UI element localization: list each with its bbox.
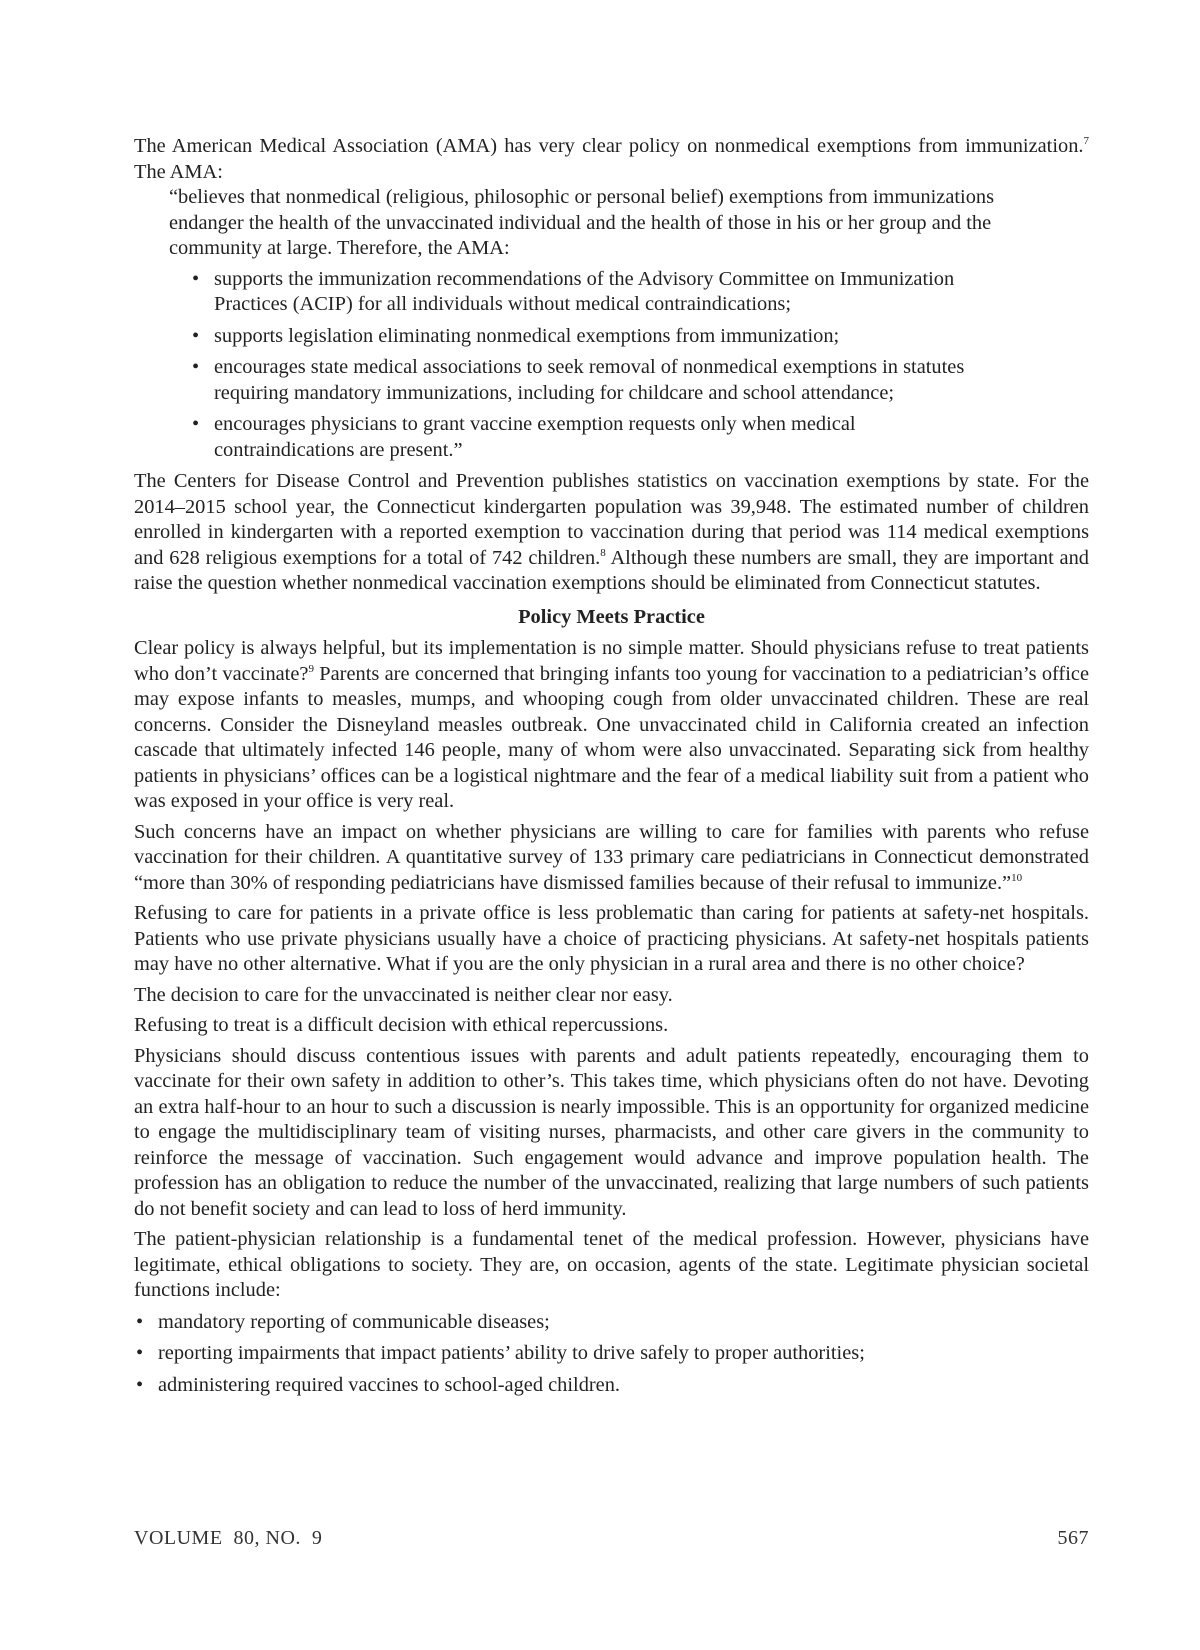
page-number: 567 bbox=[1057, 1527, 1089, 1549]
bullet-icon: • bbox=[136, 1342, 144, 1364]
bullet-icon: • bbox=[136, 1310, 144, 1333]
bullet-icon: • bbox=[192, 324, 200, 347]
list-item: • reporting impairments that impact patients’ ability to drive safely to proper authorities; bbox=[158, 1341, 1089, 1367]
footnote-ref[interactable]: 9 bbox=[308, 662, 314, 675]
paragraph: Clear policy is always helpful, but its implementation is no simple matter. Should physicians refuse to treat patients who don’t vaccinate?$^9$ Parents are concerned that bringing infants too young for vaccination to a pediatrician’s office may expose infants to measles, mumps, and whooping cough from older unvaccinated children. These are real concerns. Consider the Disneyland measles outbreak. One unvaccinated child in California created an infection cascade that ultimately infected 146 people, many of whom were also unvaccinated. Separating sick from healthy patients in physicians’ offices can be a logistical nightmare and the fear of a medical liability suit from a patient who was exposed in your office is very real. bbox=[134, 637, 1089, 812]
paragraph: Physicians should discuss contentious issues with parents and adult patients repeatedly, encouraging them to vaccinate for their own safety in addition to other’s. This takes time, which physicians often do not have. Devoting an extra half-hour to an hour to such a discussion is nearly impossible. This is an opportunity for organized medicine to engage the multidisciplinary team of visiting nurses, pharmacists, and other care givers in the community to reinforce the message of vaccination. Such engagement would advance and improve population health. The profession has an obligation to reduce the number of the unvaccinated, realizing that large numbers of such patients do not benefit society and can lead to loss of herd immunity. bbox=[134, 1044, 1089, 1220]
article-body bbox=[134, 134, 1089, 1404]
list-item: • supports legislation eliminating nonmedical exemptions from immunization; bbox=[214, 324, 999, 350]
list-item: • mandatory reporting of communicable diseases; bbox=[158, 1310, 1089, 1336]
page-footer bbox=[134, 1527, 1089, 1550]
volume-label: VOLUME 80, NO. 9 bbox=[134, 1527, 323, 1549]
footnote-ref[interactable]: 7 bbox=[1083, 135, 1089, 147]
paragraph: The patient-physician relationship is a fundamental tenet of the medical profession. However, physicians have legitimate, ethical obligations to society. They are, on occasion, agents of the state. Legitimate physician societal functions include: bbox=[134, 1228, 1089, 1301]
ama-policy-quote bbox=[169, 185, 999, 463]
list-item: • supports the immunization recommendations of the Advisory Committee on Immunization Practices (ACIP) for all individuals without medical contraindications; bbox=[192, 267, 955, 315]
paragraph: Such concerns have an impact on whether physicians are willing to care for families with parents who refuse vaccination for their children. A quantitative survey of 133 primary care pediatricians in Connecticut demonstrated “more than 30% of responding pediatricians have dismissed families because of their refusal to immunize.”$^{10}$ bbox=[134, 820, 1089, 894]
functions-list bbox=[134, 1310, 1089, 1399]
bullet-icon: • bbox=[192, 356, 200, 378]
paragraph: Refusing to care for patients in a private office is less problematic than caring for patients at safety-net hospitals. Patients who use private physicians usually have a choice of practicing physicians. At safety-net hospitals patients may have no other alternative. What if you are the only physician in a rural area and there is no other choice? bbox=[134, 902, 1089, 975]
list-item: • encourages physicians to grant vaccine exemption requests only when medical contraindications are present.” bbox=[192, 413, 856, 461]
quote-lead: “believes that nonmedical (religious, philosophic or personal belief) exemptions from immunizations endanger the health of the unvaccinated individual and the health of those in his or her group and the community at large. Therefore, the AMA: bbox=[169, 186, 995, 259]
list-item: • administering required vaccines to school-aged children. bbox=[158, 1373, 1089, 1399]
paragraph: The decision to care for the unvaccinated is neither clear nor easy. bbox=[134, 983, 673, 1006]
bullet-icon: • bbox=[192, 413, 200, 435]
intro-paragraph: The American Medical Association (AMA) has very clear policy on nonmedical exemptions from immunization.$^7$ The AMA: bbox=[134, 135, 1089, 183]
quote-list bbox=[169, 267, 999, 464]
paragraph: Refusing to treat is a difficult decision with ethical repercussions. bbox=[134, 1014, 669, 1036]
footnote-ref[interactable]: 8 bbox=[600, 546, 606, 559]
cdc-paragraph: The Centers for Disease Control and Prevention publishes statistics on vaccination exemptions by state. For the 2014–2015 school year, the Connecticut kindergarten population was 39,948. The estimated number of children enrolled in kindergarten with a reported exemption to vaccination during that period was 114 medical exemptions and 628 religious exemptions for a total of 742 children.$^8$ Although these numbers are small, they are important and raise the question whether nonmedical vaccination exemptions should be eliminated from Connecticut statutes. bbox=[134, 470, 1089, 594]
footnote-ref[interactable]: 10 bbox=[1011, 871, 1023, 884]
bullet-icon: • bbox=[136, 1373, 144, 1396]
list-item: • encourages state medical associations to seek removal of nonmedical exemptions in statutes requiring mandatory immunizations, including for childcare and school attendance; bbox=[192, 356, 965, 404]
section-heading: Policy Meets Practice bbox=[518, 605, 705, 628]
bullet-icon: • bbox=[192, 267, 200, 290]
